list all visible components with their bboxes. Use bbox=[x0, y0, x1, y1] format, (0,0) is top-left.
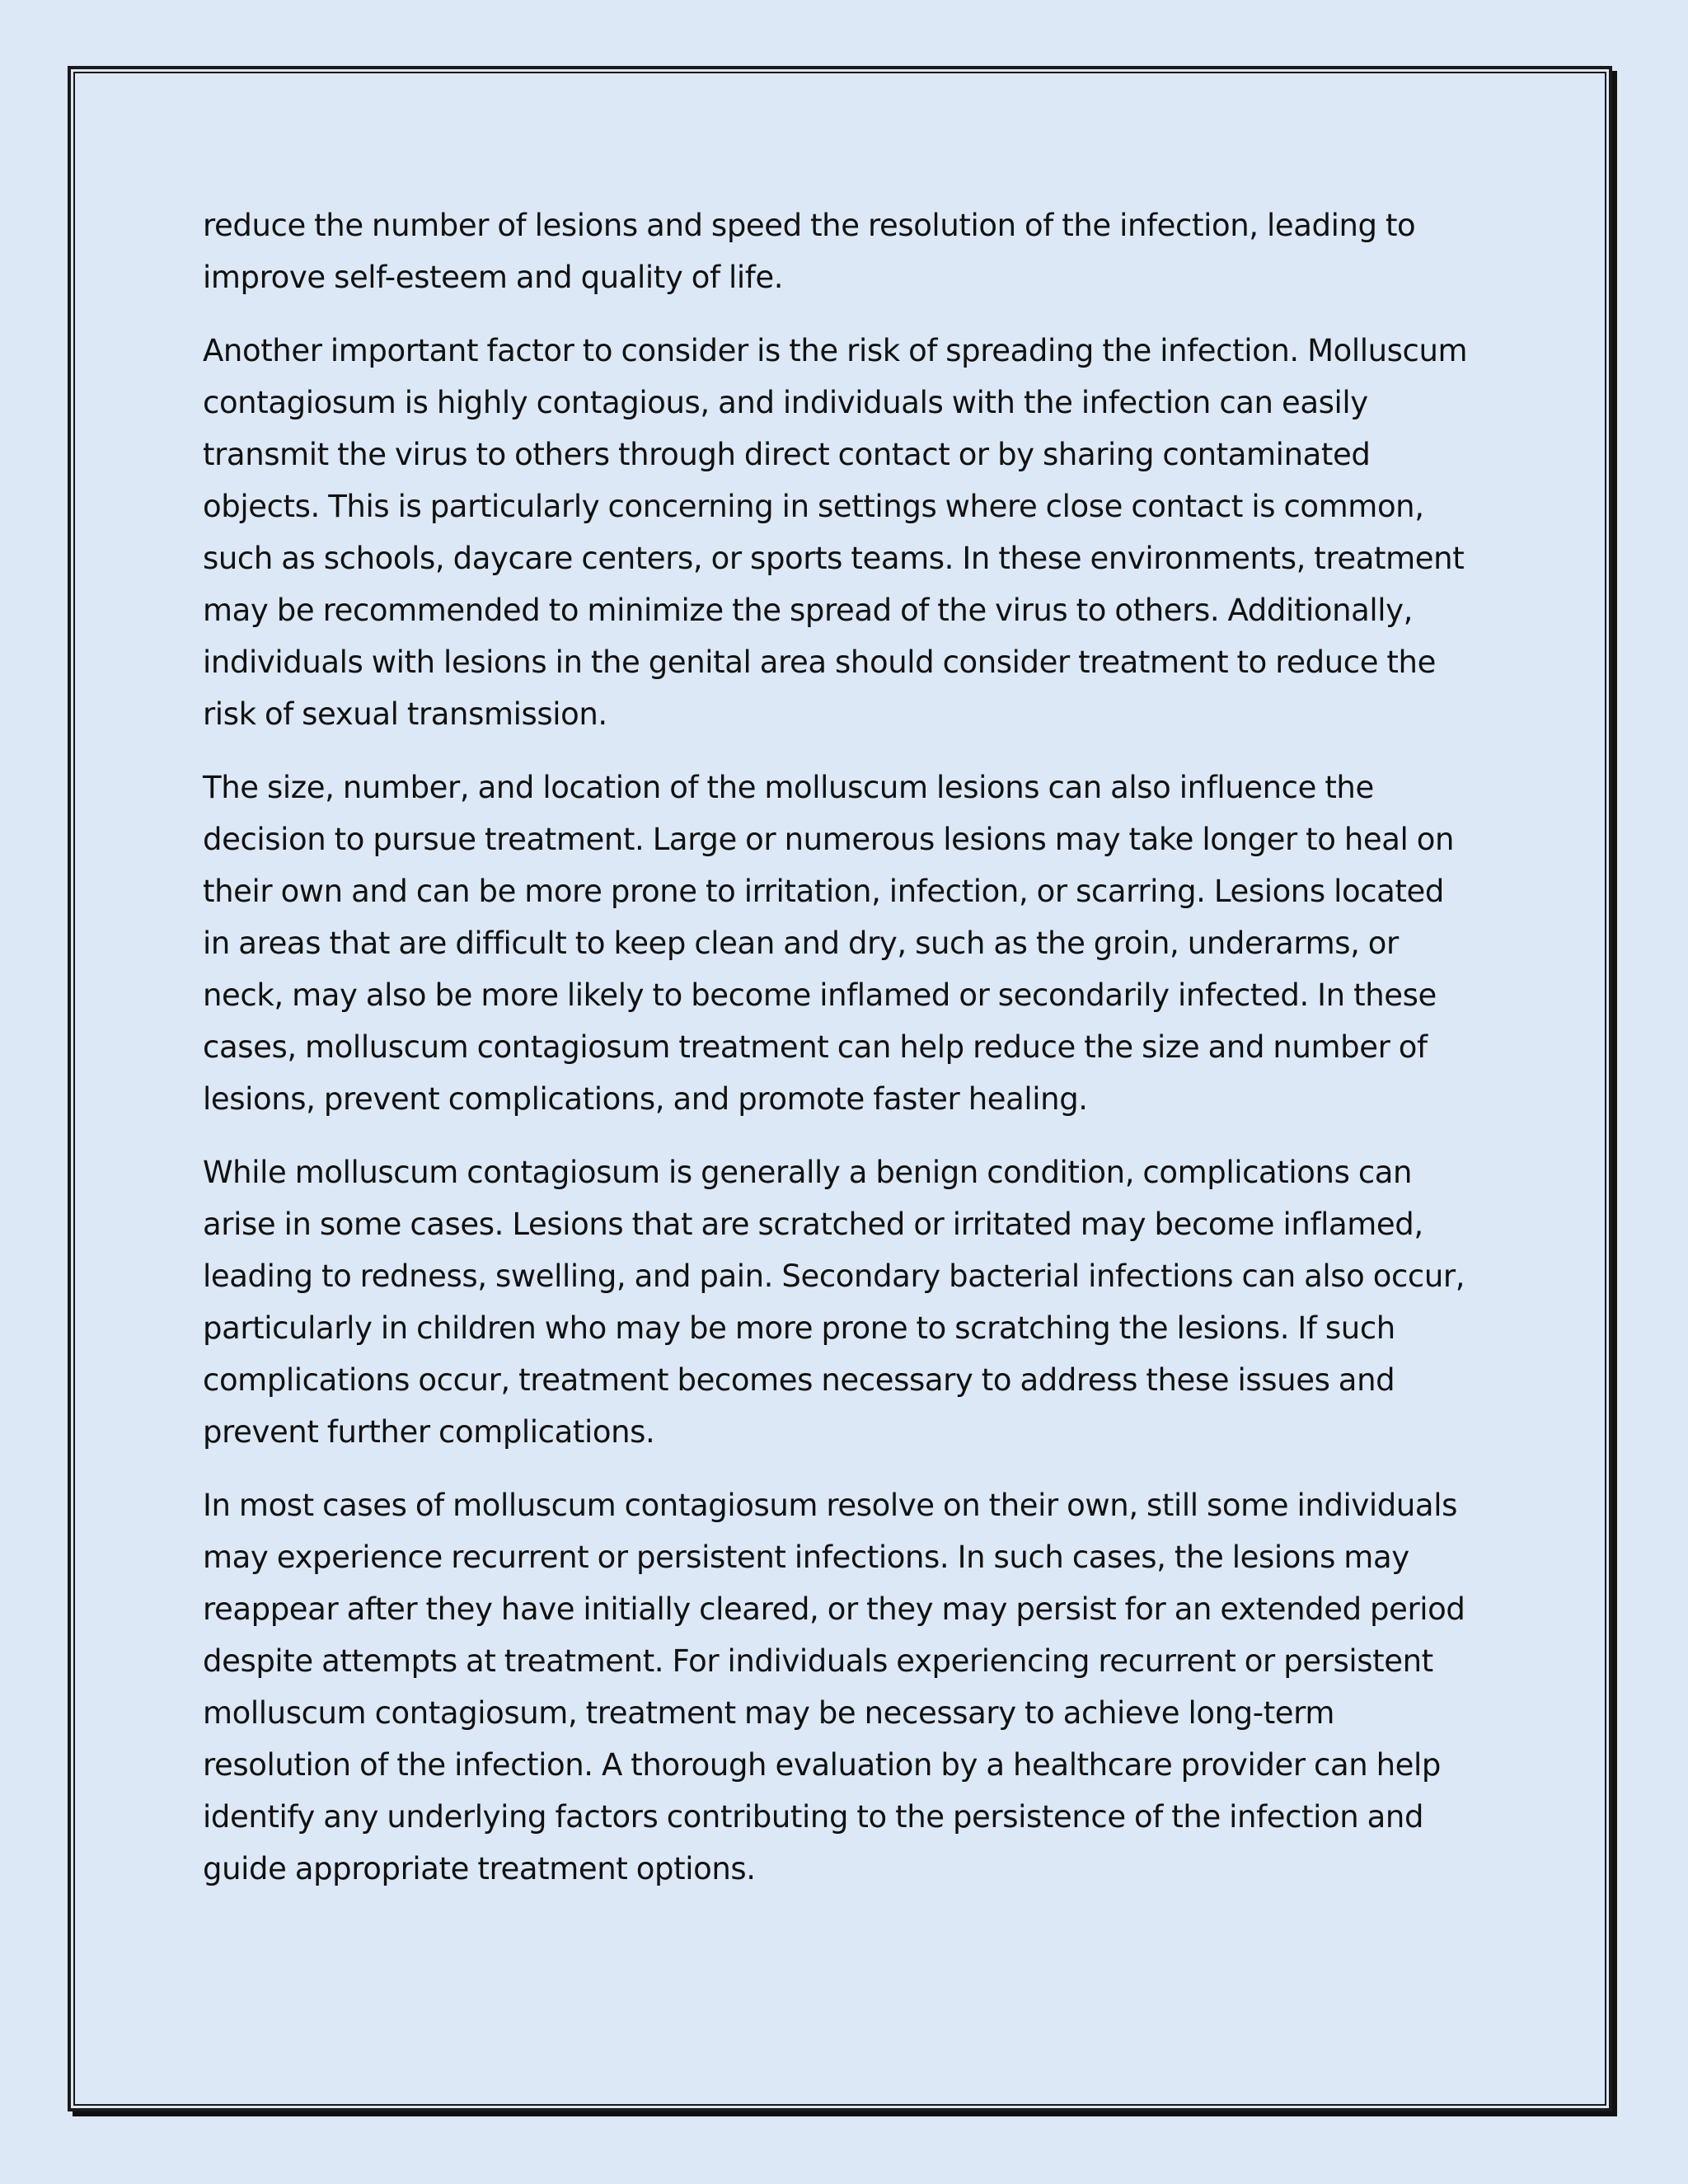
page-border-frame bbox=[68, 66, 1612, 2111]
document-body bbox=[203, 199, 1477, 1916]
paragraph-3: The size, number, and location of the molluscum lesions can also influence the decision to pursue treatment. Large or numerous lesions may take longer to heal on their own and can be more prone to irritation, infection, or scarring. Lesions located in areas that are difficult to keep clean and dry, such as the groin, underarms, or neck, may also be more likely to become inflamed or secondarily infected. In these cases, molluscum contagiosum treatment can help reduce the size and number of lesions, prevent complications, and promote faster healing. bbox=[203, 770, 1455, 1117]
paragraph-5: In most cases of molluscum contagiosum resolve on their own, still some individuals may experience recurrent or persistent infections. In such cases, the lesions may reappear after they have initially cleared, or they may persist for an extended period despite attempts at treatment. For individuals experiencing recurrent or persistent molluscum contagiosum, treatment may be necessary to achieve long-term resolution of the infection. A thorough evaluation by a healthcare provider can help identify any underlying factors contributing to the persistence of the infection and guide appropriate treatment options. bbox=[203, 1488, 1465, 1886]
paragraph-2: Another important factor to consider is the risk of spreading the infection. Molluscum contagiosum is highly contagious, and individuals with the infection can easily transmit the virus to others through direct contact or by sharing contaminated objects. This is particularly concerning in settings where close contact is common, such as schools, daycare centers, or sports teams. In these environments, treatment may be recommended to minimize the spread of the virus to others. Additionally, individuals with lesions in the genital area should consider treatment to reduce the risk of sexual transmission. bbox=[203, 333, 1468, 732]
paragraph-1: reduce the number of lesions and speed the resolution of the infection, leading to improve self-esteem and quality of life. bbox=[203, 208, 1416, 295]
paragraph-4: While molluscum contagiosum is generally a benign condition, complications can arise in some cases. Lesions that are scratched or irritated may become inflamed, leading to redness, swelling, and pain. Secondary bacterial infections can also occur, particularly in children who may be more prone to scratching the lesions. If such complications occur, treatment becomes necessary to address these issues and prevent further complications. bbox=[203, 1155, 1465, 1450]
